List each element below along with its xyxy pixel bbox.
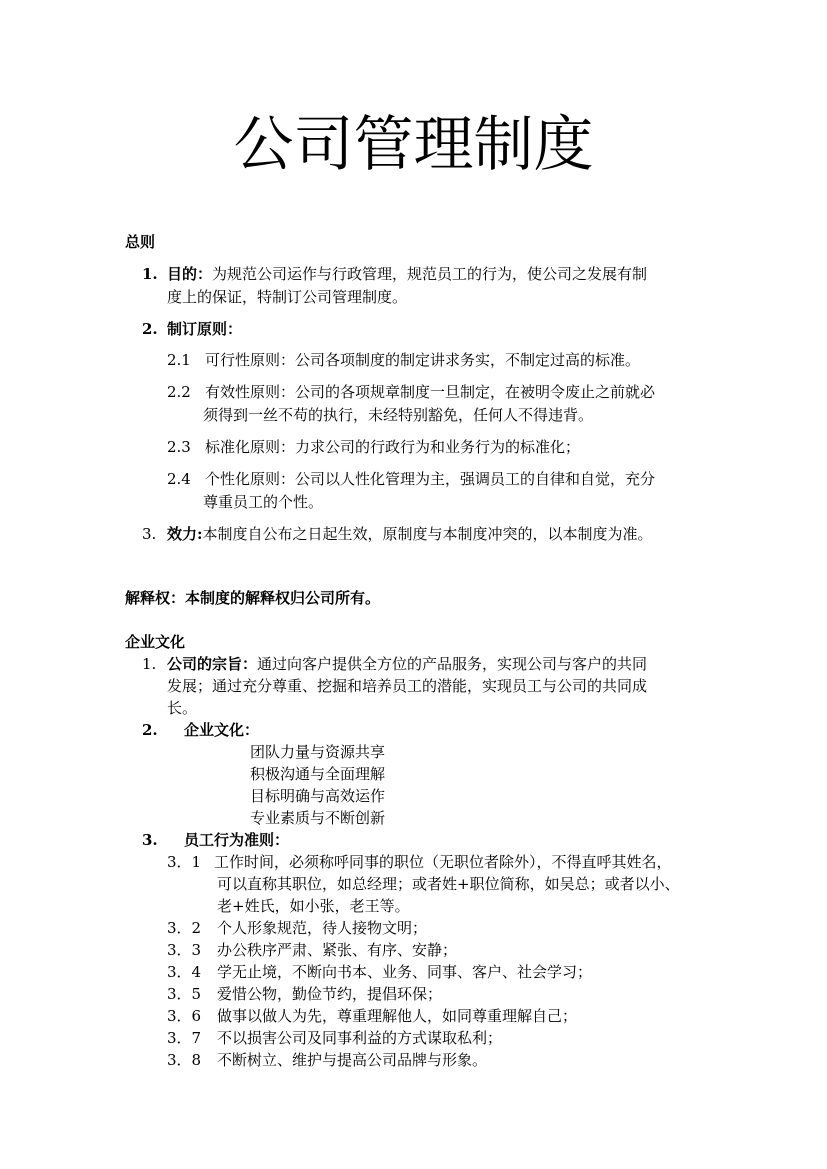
- general-item-1-text: 为规范公司运作与行政管理，规范员工的行为，使公司之发展有制: [212, 265, 648, 283]
- principle-2-4-number: 2.4: [167, 470, 191, 488]
- section-heading-culture: 企业文化: [125, 633, 186, 651]
- rule-3-8-number: 3．8: [167, 1051, 202, 1069]
- principle-2-4-line-1: 个性化原则：公司以人性化管理为主，强调员工的自律和自觉，充分: [205, 470, 656, 488]
- rule-3-5-number: 3．5: [167, 985, 202, 1003]
- rule-3-6-number: 3．6: [167, 1007, 202, 1025]
- culture-value-1: 团队力量与资源共享: [250, 743, 386, 761]
- general-item-1-line-2: 度上的保证，特制订公司管理制度。: [167, 288, 408, 306]
- culture-item-1-line-1: [167, 653, 647, 675]
- culture-value-4: 专业素质与不断创新: [250, 809, 386, 827]
- principle-2-2-line-2: 须得到一丝不苟的执行，未经特别豁免，任何人不得违背。: [203, 406, 594, 424]
- rule-3-3-number: 3．3: [167, 941, 202, 959]
- culture-item-1-label: 公司的宗旨：: [167, 655, 258, 673]
- culture-item-3-label: 员工行为准则：: [184, 831, 290, 849]
- culture-item-1-number: 1.: [142, 655, 157, 673]
- rule-3-1-number: 3．1: [167, 853, 202, 871]
- principle-2-1-text: 可行性原则：公司各项制度的制定讲求务实，不制定过高的标准。: [205, 351, 641, 369]
- general-item-1-line-1: [167, 263, 647, 285]
- principle-2-2-number: 2.2: [167, 383, 191, 401]
- rule-3-3-text: 办公秩序严肃、紧张、有序、安静；: [217, 941, 458, 959]
- rule-3-5-text: 爱惜公物，勤俭节约，提倡环保；: [217, 985, 443, 1003]
- rule-3-1-line-3: 老+姓氏，如小张，老王等。: [217, 897, 410, 915]
- general-item-3-line: [167, 523, 653, 545]
- principle-2-2-line-1: 有效性原则：公司的各项规章制度一旦制定，在被明令废止之前就必: [205, 383, 656, 401]
- culture-item-1-line-3: 长。: [167, 699, 198, 717]
- general-item-1-number: 1.: [142, 265, 158, 283]
- culture-value-3: 目标明确与高效运作: [250, 787, 386, 805]
- page-title: 公司管理制度: [233, 110, 594, 180]
- general-item-3-number: 3.: [142, 525, 157, 543]
- rule-3-2-text: 个人形象规范，待人接物文明；: [217, 919, 428, 937]
- rule-3-1-line-1: 工作时间，必须称呼同事的职位（无职位者除外），不得直呼其姓名，: [214, 853, 672, 871]
- culture-item-2-number: 2.: [142, 721, 158, 739]
- rule-3-6-text: 做事以做人为先，尊重理解他人，如同尊重理解自己；: [217, 1007, 578, 1025]
- general-item-3-text: 本制度自公布之日起生效，原制度与本制度冲突的，以本制度为准。: [202, 525, 653, 543]
- principle-2-3-number: 2.3: [167, 438, 191, 456]
- general-item-2-label: 制订原则：: [167, 320, 243, 338]
- principle-2-1-number: 2.1: [167, 351, 191, 369]
- rule-3-7-number: 3．7: [167, 1029, 202, 1047]
- principle-2-3-text: 标准化原则：力求公司的行政行为和业务行为的标准化；: [205, 438, 581, 456]
- culture-item-1-line-2: 发展；通过充分尊重、挖掘和培养员工的潜能，实现员工与公司的共同成: [167, 677, 648, 695]
- rule-3-8-text: 不断树立、维护与提高公司品牌与形象。: [217, 1051, 488, 1069]
- rule-3-4-text: 学无止境，不断向书本、业务、同事、客户、社会学习；: [217, 963, 593, 981]
- principle-2-4-line-2: 尊重员工的个性。: [203, 493, 324, 511]
- rule-3-1-line-2: 可以直称其职位，如总经理；或者姓+职位简称，如吴总；或者以小、: [217, 875, 680, 893]
- culture-item-2-label: 企业文化：: [184, 721, 260, 739]
- rule-3-4-number: 3．4: [167, 963, 202, 981]
- general-item-1-label: 目的：: [167, 265, 213, 283]
- culture-item-3-number: 3.: [142, 831, 158, 849]
- general-item-3-label: 效力:: [167, 525, 203, 543]
- rule-3-2-number: 3．2: [167, 919, 202, 937]
- rule-3-7-text: 不以损害公司及同事利益的方式谋取私利；: [217, 1029, 503, 1047]
- culture-value-2: 积极沟通与全面理解: [250, 765, 386, 783]
- general-item-2-number: 2.: [142, 320, 158, 338]
- section-heading-general: 总则: [125, 233, 156, 251]
- culture-item-1-text: 通过向客户提供全方位的产品服务，实现公司与客户的共同: [257, 655, 648, 673]
- interpretation-statement: 解释权：本制度的解释权归公司所有。: [125, 589, 381, 607]
